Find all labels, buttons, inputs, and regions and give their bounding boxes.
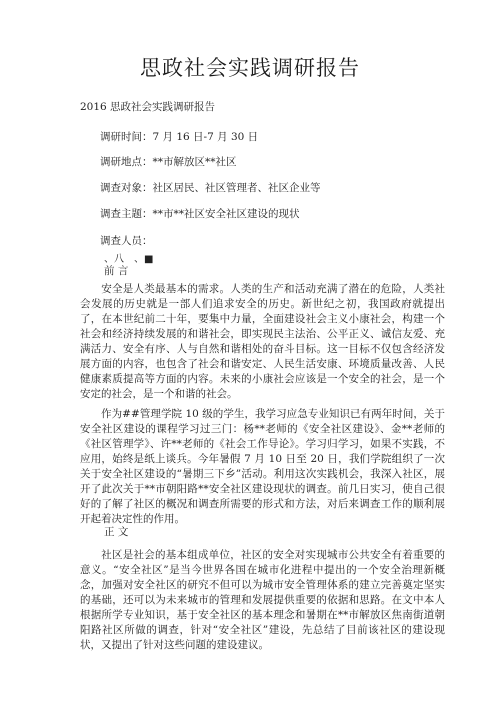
- preface-paragraph-1: [80, 282, 445, 402]
- meta-topic: 调查主题：**市**社区安全社区建设的现状: [100, 208, 300, 220]
- body-paragraph-1-text: 社区是社会的基本组成单位，社区的安全对实现城市公共安全有着重要的意义。“安全社区”是当今世界各国在城市化进程中提出的一个安全治理新概念，加强对安全社区的研究不但可以为城市安全管理体系的建立完善奠定坚实的基础，还可以为未来城市的管理和发展提供重要的依据和思路。在文中本人根据所学专业知识，基于安全社区的基本理念和暑期在**市解放区焦南街道朝阳路社区所做的调查，针对“安全社区”建设，先总结了目前该社区的建设现状，又提出了针对这些问题的建设建议。: [80, 549, 445, 651]
- meta-time: 调研时间：7 月 16 日-7 月 30 日: [100, 131, 259, 143]
- page-title: 思政社会实践调研报告: [140, 56, 360, 80]
- meta-subject: 调查对象：社区居民、社区管理者、社区企业等: [100, 182, 321, 194]
- meta-people-marks: 、八 、■: [104, 254, 154, 265]
- meta-place: 调研地点：**市解放区**社区: [100, 156, 237, 168]
- preface-paragraph-2-text: 作为##管理学院 10 级的学生，我学习应急专业知识已有两年时间，关于安全社区建设的课程学习过三门：杨**老师的《安全社区建设》、金**老师的《社区管理学》、许**老师的《社会工作导论》。学习归学习，如果不实践，不应用，始终是纸上谈兵。今年暑假 7 月 10 日至 20 日，我们学院组织了一次关于安全社区建设的“暑期三下乡”活动。利用这次实践机会，我深入社区，展开了此次关于**市朝阳路**安全社区建设现状的调查。前几日实习，使自己很好的了解了社区的概况和调查所需要的形式和方法，对后来调查工作的顺利展开起着决定性的作用。: [80, 408, 445, 525]
- preface-paragraph-1-text: 安全是人类最基本的需求。人类的生产和活动充满了潜在的危险，人类社会发展的历史就是一部人们追求安全的历史。新世纪之初，我国政府就提出了，在本世纪前二十年，要集中力量，全面建设社会主义小康社会，构建一个社会和经济持续发展的和谐社会，即实现民主法治、公平正义、诚信友爱、充满活力、安全有序、人与自然和谐相处的奋斗目标。这一目标不仅包含经济发展方面的内容，也包含了社会和谐安定、人民生活安康、环境质量改善、人民健康素质提高等方面的内容。未来的小康社会应该是一个安全的社会，是一个安定的社会，是一个和谐的社会。: [80, 283, 445, 400]
- preface-paragraph-2: [80, 407, 445, 527]
- meta-people: 调查人员：: [100, 235, 153, 247]
- body-heading: 正 文: [104, 526, 129, 538]
- document-subtitle: 2016 思政社会实践调研报告: [80, 101, 216, 113]
- preface-heading: 前 言: [104, 265, 129, 277]
- body-paragraph-1: [80, 548, 445, 653]
